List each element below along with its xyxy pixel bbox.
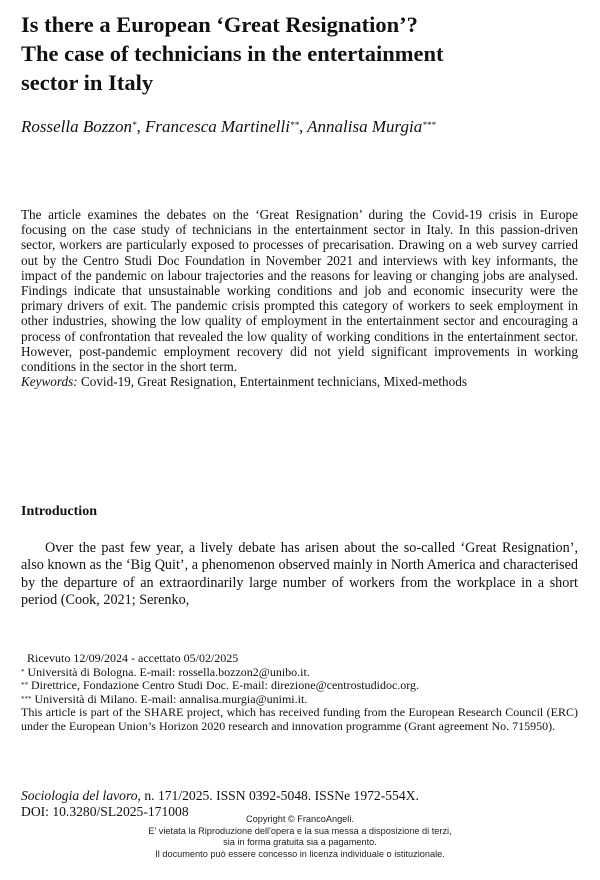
section-heading-introduction: Introduction	[21, 504, 97, 519]
article-title	[21, 10, 581, 97]
author-name: Annalisa Murgia	[307, 117, 423, 136]
author-footnote-mark: ***	[422, 120, 436, 130]
journal-details: , n. 171/2025. ISSN 0392-5048. ISSNe 1972-554X.	[137, 788, 419, 803]
author-footnote-mark: **	[289, 120, 299, 130]
author-separator: ,	[298, 117, 308, 136]
doi: DOI: 10.3280/SL2025-171008	[21, 804, 189, 819]
introduction-paragraph: Over the past few year, a lively debate has arisen about the so-called ‘Great Resignation’, also known as the ‘Big Quit’, a phenomenon observed mainly in North America and characterised by the departure of an extraordinarily large number of workers from the workplace in a short period (Cook, 2021; Serenko,	[21, 540, 578, 609]
received-dates: Ricevuto 12/09/2024 - accettato 05/02/2025	[27, 651, 239, 665]
abstract	[21, 207, 578, 389]
footnote-text: Università di Bologna. E-mail: rossella.bozzon2@unibo.it.	[24, 664, 310, 679]
author-list	[21, 116, 581, 138]
copyright-line: E' vietata la Riproduzione dell'opera e la sua messa a disposizione di terzi,	[148, 825, 452, 836]
abstract-text: The article examines the debates on the ‘Great Resignation’ during the Covid-19 crisis in Europe focusing on the case study of technicians in the entertainment sector in Italy. In this passion-driven sector, workers are particularly exposed to processes of precarisation. Drawing on a web survey carried out by the Centro Studi Doc Foundation in November 2021 and interviews with key informants, the impact of the pandemic on labour trajectories and the reasons for leaving or changing jobs are analysed. Findings indicate that unsustainable working conditions and job and economic insecurity were the primary drivers of exit. The pandemic crisis prompted this category of workers to seek employment in other industries, showing the low quality of employment in the entertainment sector and encouraging a process of confrontation that revealed the low quality of working conditions in the entertainment sector. However, post-pandemic employment recovery did not yield significant improvements in working conditions in the sector in the short term.	[21, 207, 578, 375]
title-line: sector in Italy	[21, 70, 154, 95]
journal-name: Sociologia del lavoro	[21, 788, 138, 803]
footnote-mark: **	[21, 681, 28, 690]
title-line: The case of technicians in the entertainment	[21, 41, 444, 66]
author-footnote-mark: *	[131, 120, 137, 130]
footnote-affiliation	[21, 693, 578, 707]
keywords-list: Covid-19, Great Resignation, Entertainment technicians, Mixed-methods	[80, 374, 467, 390]
copyright-line: Copyright © FrancoAngeli.	[246, 814, 354, 824]
footnotes	[21, 652, 578, 734]
footnote-text: Università di Milano. E-mail: annalisa.murgia@unimi.it.	[31, 691, 308, 706]
copyright-line: sia in forma gratuita sia a pagamento.	[223, 837, 377, 848]
footnote-affiliation	[21, 679, 578, 693]
author-separator: ,	[136, 117, 145, 136]
keywords-label: Keywords:	[21, 374, 78, 390]
footnote-text: Direttrice, Fondazione Centro Studi Doc. E-mail: direzione@centrostudidoc.org.	[28, 678, 420, 693]
footnote-affiliation	[21, 666, 578, 680]
title-line: Is there a European ‘Great Resignation’?	[21, 12, 418, 37]
copyright-notice	[0, 814, 600, 860]
copyright-line: Il documento può essere concesso in licenza individuale o istituzionale.	[155, 848, 445, 859]
footnote-mark: ***	[21, 694, 32, 703]
author-name: Francesca Martinelli	[144, 117, 290, 136]
footnote-mark: *	[21, 667, 25, 676]
author-name: Rossella Bozzon	[21, 117, 132, 136]
funding-note: This article is part of the SHARE project, which has received funding from the European Research Council (ERC) under the European Union’s Horizon 2020 research and innovation programme (Grant agreement No. 715950).	[21, 705, 578, 733]
